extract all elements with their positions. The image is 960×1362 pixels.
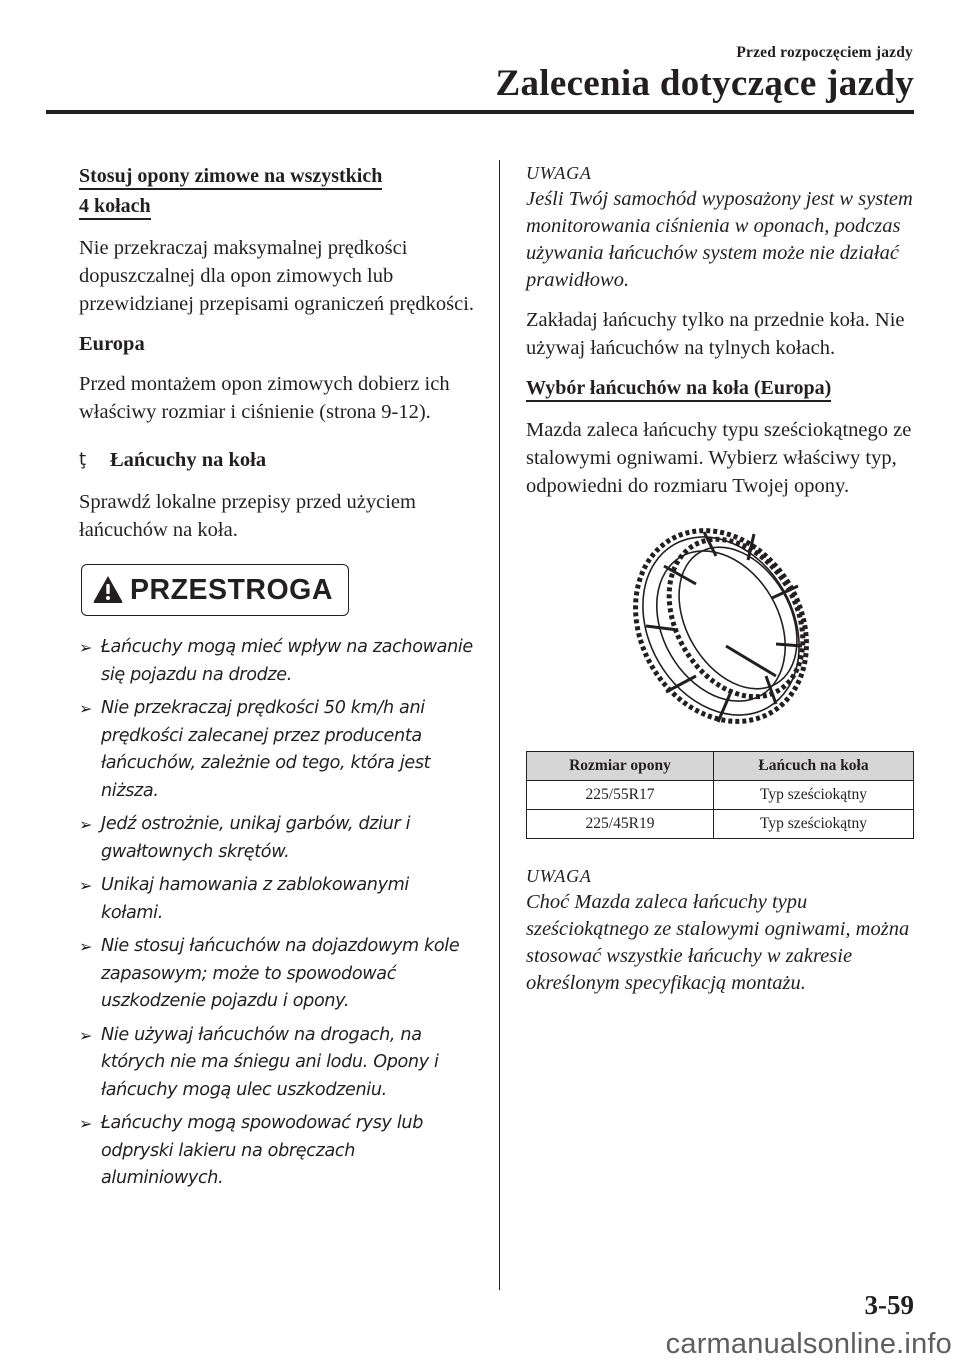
- caution-item-text: Jedź ostrożnie, unikaj garbów, dziur i gwałtownych skrętów.: [101, 814, 411, 862]
- right-column: [526, 160, 918, 1009]
- tire-chain-illustration: [626, 526, 816, 726]
- watermark: carmanualsonline.info: [665, 1328, 952, 1360]
- table-cell: Typ sześciokątny: [714, 781, 914, 810]
- snow-chains-heading: [79, 446, 474, 474]
- table-cell: 225/45R19: [527, 810, 714, 839]
- table-header-cell: Rozmiar opony: [527, 752, 714, 781]
- table-header-cell: Łańcuch na koła: [714, 752, 914, 781]
- chain-selection-heading-text: Wybór łańcuchów na koła (Europa): [526, 377, 831, 402]
- header-rule: [46, 110, 914, 114]
- caution-item-text: Unikaj hamowania z zablokowanymi kołami.: [101, 875, 409, 923]
- arrow-bullet-icon: ➢: [79, 937, 93, 956]
- chain-size-table: [526, 751, 914, 839]
- caution-label: PRZESTROGA: [130, 574, 333, 606]
- caution-item: [79, 695, 474, 805]
- paragraph: Przed montażem opon zimowych dobierz ich właściwy rozmiar i ciśnienie (strona 9-12).: [79, 373, 450, 423]
- note-text: Jeśli Twój samochód wyposażony jest w system monitorowania ciśnienia w oponach, podczas używania łańcuchów system może nie działać prawidłowo.: [526, 188, 913, 291]
- caution-item: [79, 872, 474, 927]
- arrow-bullet-icon: ➢: [79, 699, 93, 718]
- paragraph: Sprawdź lokalne przepisy przed użyciem łańcuchów na koła.: [79, 491, 416, 541]
- note-title: UWAGA: [526, 163, 592, 183]
- arrow-bullet-icon: ➢: [79, 876, 93, 895]
- caution-item: [79, 1022, 474, 1105]
- page-number: 3-59: [864, 1290, 914, 1320]
- chain-selection-heading: [526, 374, 918, 404]
- heading-line-2: 4 kołach: [79, 195, 151, 220]
- heading-line-1: Stosuj opony zimowe na wszystkich: [79, 165, 382, 190]
- column-divider: [499, 160, 500, 1290]
- winter-tires-heading: [79, 162, 474, 222]
- caution-item-text: Łańcuchy mogą spowodować rysy lub odpryski lakieru na obręczach aluminiowych.: [101, 1113, 424, 1188]
- paragraph: Mazda zaleca łańcuchy typu sześciokątnego ze stalowymi ogniwami. Wybierz właściwy typ, odpowiedni do rozmiaru Twojej opony.: [526, 419, 912, 497]
- caution-item: [79, 634, 474, 689]
- warning-icon: [92, 574, 124, 604]
- caution-item: [79, 811, 474, 866]
- table-header-row: [527, 752, 914, 781]
- snow-chains-heading-text: Łańcuchy na koła: [110, 449, 267, 471]
- chapter-title: Zalecenia dotyczące jazdy: [495, 63, 914, 104]
- paragraph: Nie przekraczaj maksymalnej prędkości dopuszczalnej dla opon zimowych lub przewidzianej przepisami ograniczeń prędkości.: [79, 237, 475, 315]
- bullet-glyph: ţ: [79, 449, 87, 470]
- caution-item-text: Nie przekraczaj prędkości 50 km/h ani prędkości zalecanej przez producenta łańcuchów, zależnie od tego, która jest niższa.: [101, 698, 431, 801]
- left-column: [79, 162, 474, 1199]
- arrow-bullet-icon: ➢: [79, 815, 93, 834]
- note-title: UWAGA: [526, 866, 592, 886]
- caution-list: [79, 634, 474, 1193]
- table-cell: 225/55R17: [527, 781, 714, 810]
- arrow-bullet-icon: ➢: [79, 1114, 93, 1133]
- caution-item: [79, 1110, 474, 1193]
- caution-item-text: Nie używaj łańcuchów na drogach, na których nie ma śniegu ani lodu. Opony i łańcuchy mogą ulec uszkodzeniu.: [101, 1024, 439, 1100]
- arrow-bullet-icon: ➢: [79, 1025, 93, 1045]
- caution-item: [79, 933, 474, 1016]
- caution-item-text: Nie stosuj łańcuchów na dojazdowym kole zapasowym; może to spowodować uszkodzenie pojazdu i opony.: [101, 936, 460, 1011]
- caution-item-text: Łańcuchy mogą mieć wpływ na zachowanie się pojazdu na drodze.: [101, 637, 473, 685]
- table-cell: Typ sześciokątny: [714, 810, 914, 839]
- arrow-bullet-icon: ➢: [79, 638, 93, 657]
- caution-box: [81, 564, 349, 616]
- note-text: Choć Mazda zaleca łańcuchy typu sześciokątnego ze stalowymi ogniwami, można stosować wszystkie łańcuchy w zakresie określonym specyfikacją montażu.: [526, 891, 910, 994]
- table-row: [527, 810, 914, 839]
- paragraph: Zakładaj łańcuchy tylko na przednie koła. Nie używaj łańcuchów na tylnych kołach.: [526, 309, 905, 359]
- subheading-europe: Europa: [79, 333, 145, 355]
- table-row: [527, 781, 914, 810]
- section-title: Przed rozpoczęciem jazdy: [736, 44, 913, 61]
